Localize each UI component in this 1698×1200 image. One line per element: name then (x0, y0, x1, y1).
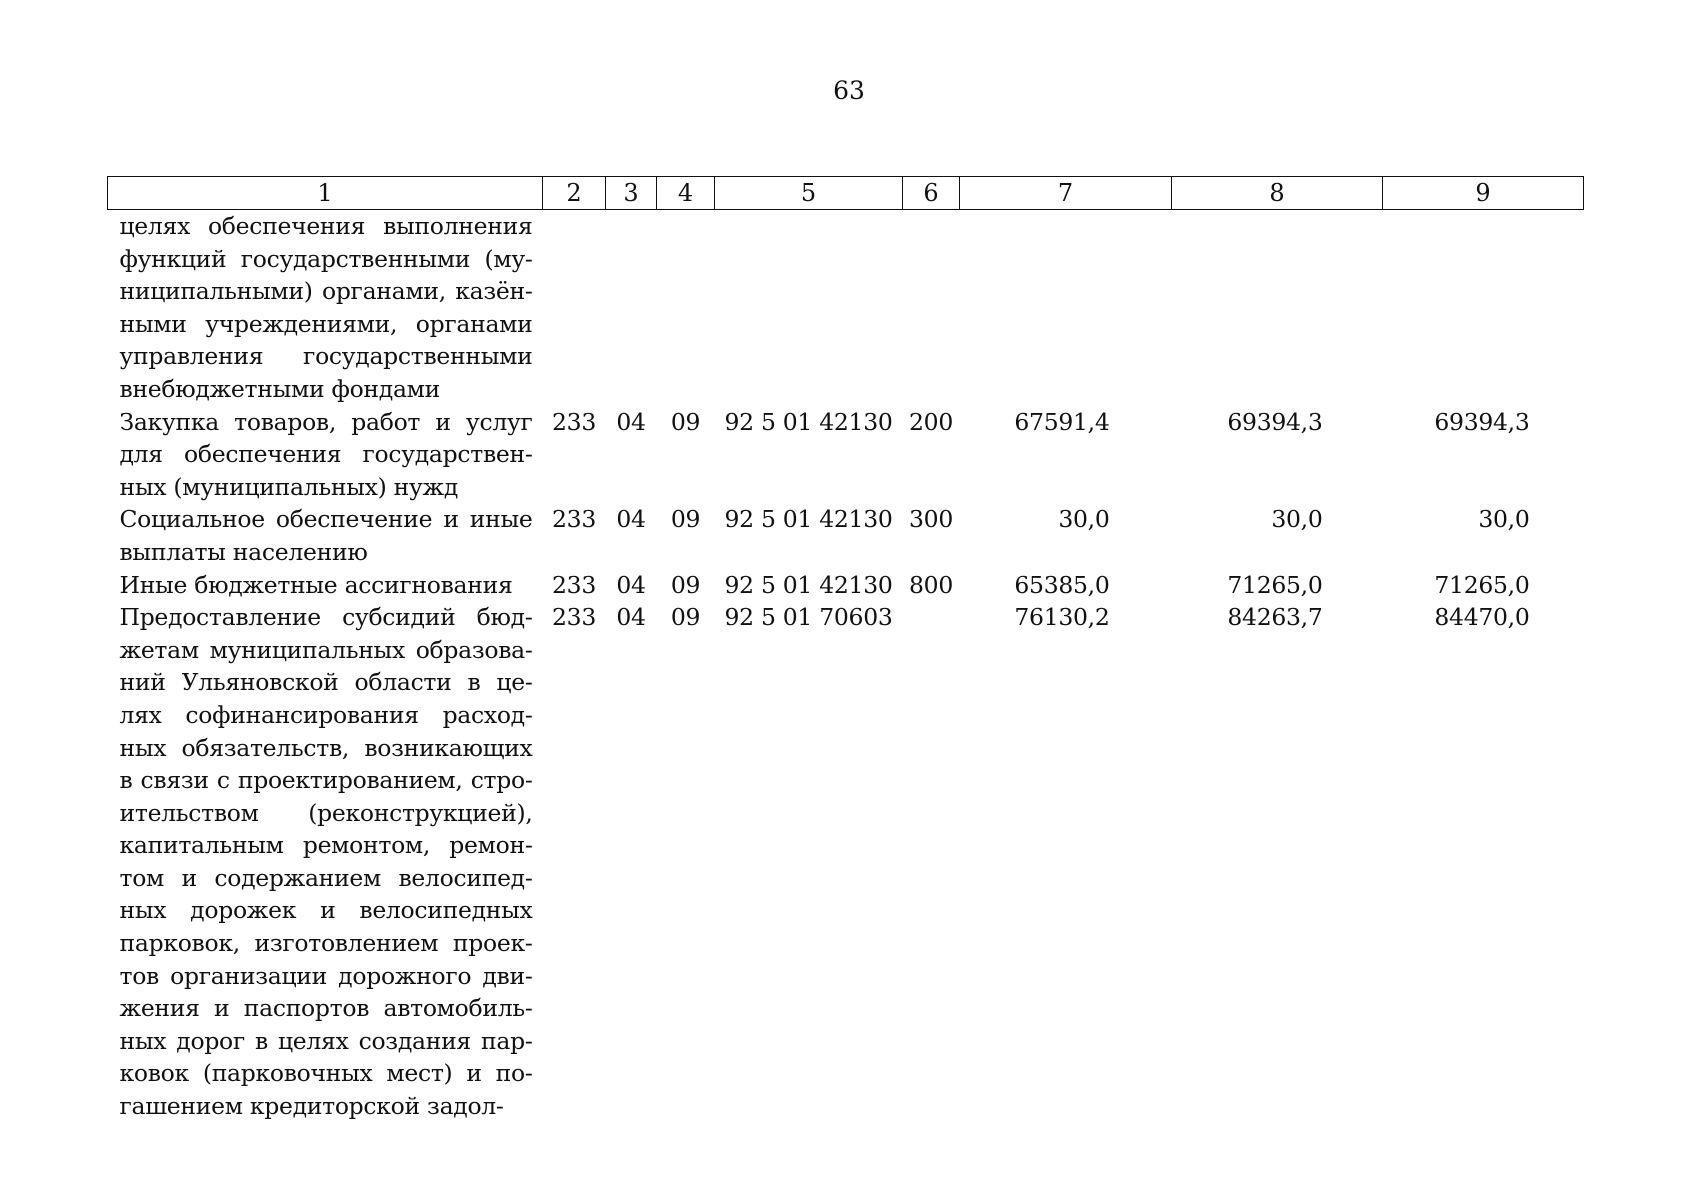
target-article-cell: 92 5 01 70603 (724, 603, 893, 632)
row-name-cell (108, 569, 543, 602)
budget-table-container (107, 176, 1583, 1123)
row-name-line: для обеспечения государствен- (119, 440, 533, 469)
amount-year2-cell (1172, 210, 1383, 406)
admin-code-cell: 233 (552, 603, 596, 632)
section-code-cell: 04 (616, 505, 646, 534)
row-name-line: Иные бюджетные ассигнования (119, 570, 513, 599)
admin-code-cell (543, 210, 606, 406)
row-name-cell (108, 210, 543, 406)
target-article-cell: 92 5 01 42130 (724, 505, 893, 534)
row-name-line: управления государственными (119, 342, 533, 371)
section-code-cell (606, 210, 657, 406)
row-name-line: гашением кредиторской задол- (119, 1092, 504, 1121)
admin-code-cell: 233 (552, 505, 596, 534)
subsection-code-cell: 09 (670, 603, 701, 632)
amount-year1-cell (960, 210, 1172, 406)
row-name-line: ных (муниципальных) нужд (119, 472, 458, 501)
row-name-line: Предоставление субсидий бюд- (119, 603, 533, 632)
column-header-9: 9 (1383, 177, 1584, 210)
row-name-line: Социальное обеспечение и иные (119, 505, 533, 534)
subsection-code-cell: 09 (670, 505, 701, 534)
section-code-cell: 04 (616, 570, 646, 599)
table-row (108, 503, 1584, 568)
amount-year1-cell: 76130,2 (1014, 603, 1110, 632)
amount-year3-cell (1383, 210, 1584, 406)
amount-year2-cell: 69394,3 (1227, 407, 1323, 436)
amount-year1-cell: 30,0 (1058, 505, 1110, 534)
amount-year1-cell: 67591,4 (1014, 407, 1110, 436)
column-header-4: 4 (657, 177, 715, 210)
row-name-line: ными учреждениями, органами (119, 309, 533, 338)
amount-year2-cell: 71265,0 (1227, 570, 1323, 599)
amount-year3-cell: 30,0 (1478, 505, 1530, 534)
row-name-line: парковок, изготовлением проек- (119, 929, 533, 958)
amount-year1-cell: 65385,0 (1014, 570, 1110, 599)
row-name-line: выплаты населению (119, 537, 368, 566)
amount-year2-cell: 84263,7 (1227, 603, 1323, 632)
row-name-line: ний Ульяновской области в це- (119, 668, 533, 697)
section-code-cell: 04 (616, 407, 646, 436)
row-name-line: ных дорожек и велосипедных (119, 896, 533, 925)
row-name-line: внебюджетными фондами (119, 374, 441, 403)
table-row (108, 569, 1584, 602)
subsection-code-cell (657, 210, 715, 406)
table-row (108, 601, 1584, 1123)
admin-code-cell: 233 (552, 570, 596, 599)
table-row (108, 210, 1584, 406)
column-header-5: 5 (715, 177, 903, 210)
row-name-line: жения и паспортов автомобиль- (119, 994, 533, 1023)
subsection-code-cell: 09 (670, 407, 701, 436)
table-row (108, 406, 1584, 504)
amount-year2-cell: 30,0 (1271, 505, 1323, 534)
subsection-code-cell: 09 (670, 570, 701, 599)
column-header-1: 1 (108, 177, 543, 210)
row-name-line: жетам муниципальных образова- (119, 635, 533, 664)
row-name-line: ниципальными) органами, казён- (119, 277, 533, 306)
column-header-3: 3 (606, 177, 657, 210)
table-body (108, 210, 1584, 1123)
expense-type-cell (903, 601, 960, 1123)
row-name-cell (108, 601, 543, 1123)
row-name-line: целях обеспечения выполнения (119, 212, 533, 240)
row-name-cell (108, 406, 543, 504)
target-article-cell (715, 210, 903, 406)
column-header-8: 8 (1172, 177, 1383, 210)
row-name-line: ных обязательств, возникающих (119, 733, 533, 762)
row-name-line: Закупка товаров, работ и услуг (119, 407, 533, 436)
column-header-7: 7 (960, 177, 1172, 210)
row-name-line: тов организации дорожного дви- (119, 961, 533, 990)
row-name-line: ных дорог в целях создания пар- (119, 1026, 533, 1055)
target-article-cell: 92 5 01 42130 (724, 570, 893, 599)
expense-type-cell: 200 (909, 407, 953, 436)
page-number: 63 (833, 76, 865, 105)
amount-year3-cell: 84470,0 (1434, 603, 1530, 632)
row-name-line: капитальным ремонтом, ремон- (119, 831, 533, 860)
amount-year3-cell: 71265,0 (1434, 570, 1530, 599)
admin-code-cell: 233 (552, 407, 596, 436)
row-name-line: функций государственными (му- (119, 244, 533, 273)
expense-type-cell: 300 (909, 505, 953, 534)
target-article-cell: 92 5 01 42130 (724, 407, 893, 436)
row-name-line: лях софинансирования расход- (119, 700, 533, 729)
column-header-6: 6 (903, 177, 960, 210)
row-name-line: в связи с проектированием, стро- (119, 766, 533, 795)
row-name-line: ительством (реконструкцией), (119, 798, 533, 827)
expense-type-cell: 800 (909, 570, 953, 599)
column-header-2: 2 (543, 177, 606, 210)
budget-table (107, 176, 1584, 1123)
section-code-cell: 04 (616, 603, 646, 632)
amount-year3-cell: 69394,3 (1434, 407, 1530, 436)
column-number-header-row (108, 177, 1584, 210)
row-name-cell (108, 503, 543, 568)
expense-type-cell (903, 210, 960, 406)
row-name-line: ковок (парковочных мест) и по- (119, 1059, 533, 1088)
row-name-line: том и содержанием велосипед- (119, 863, 533, 892)
